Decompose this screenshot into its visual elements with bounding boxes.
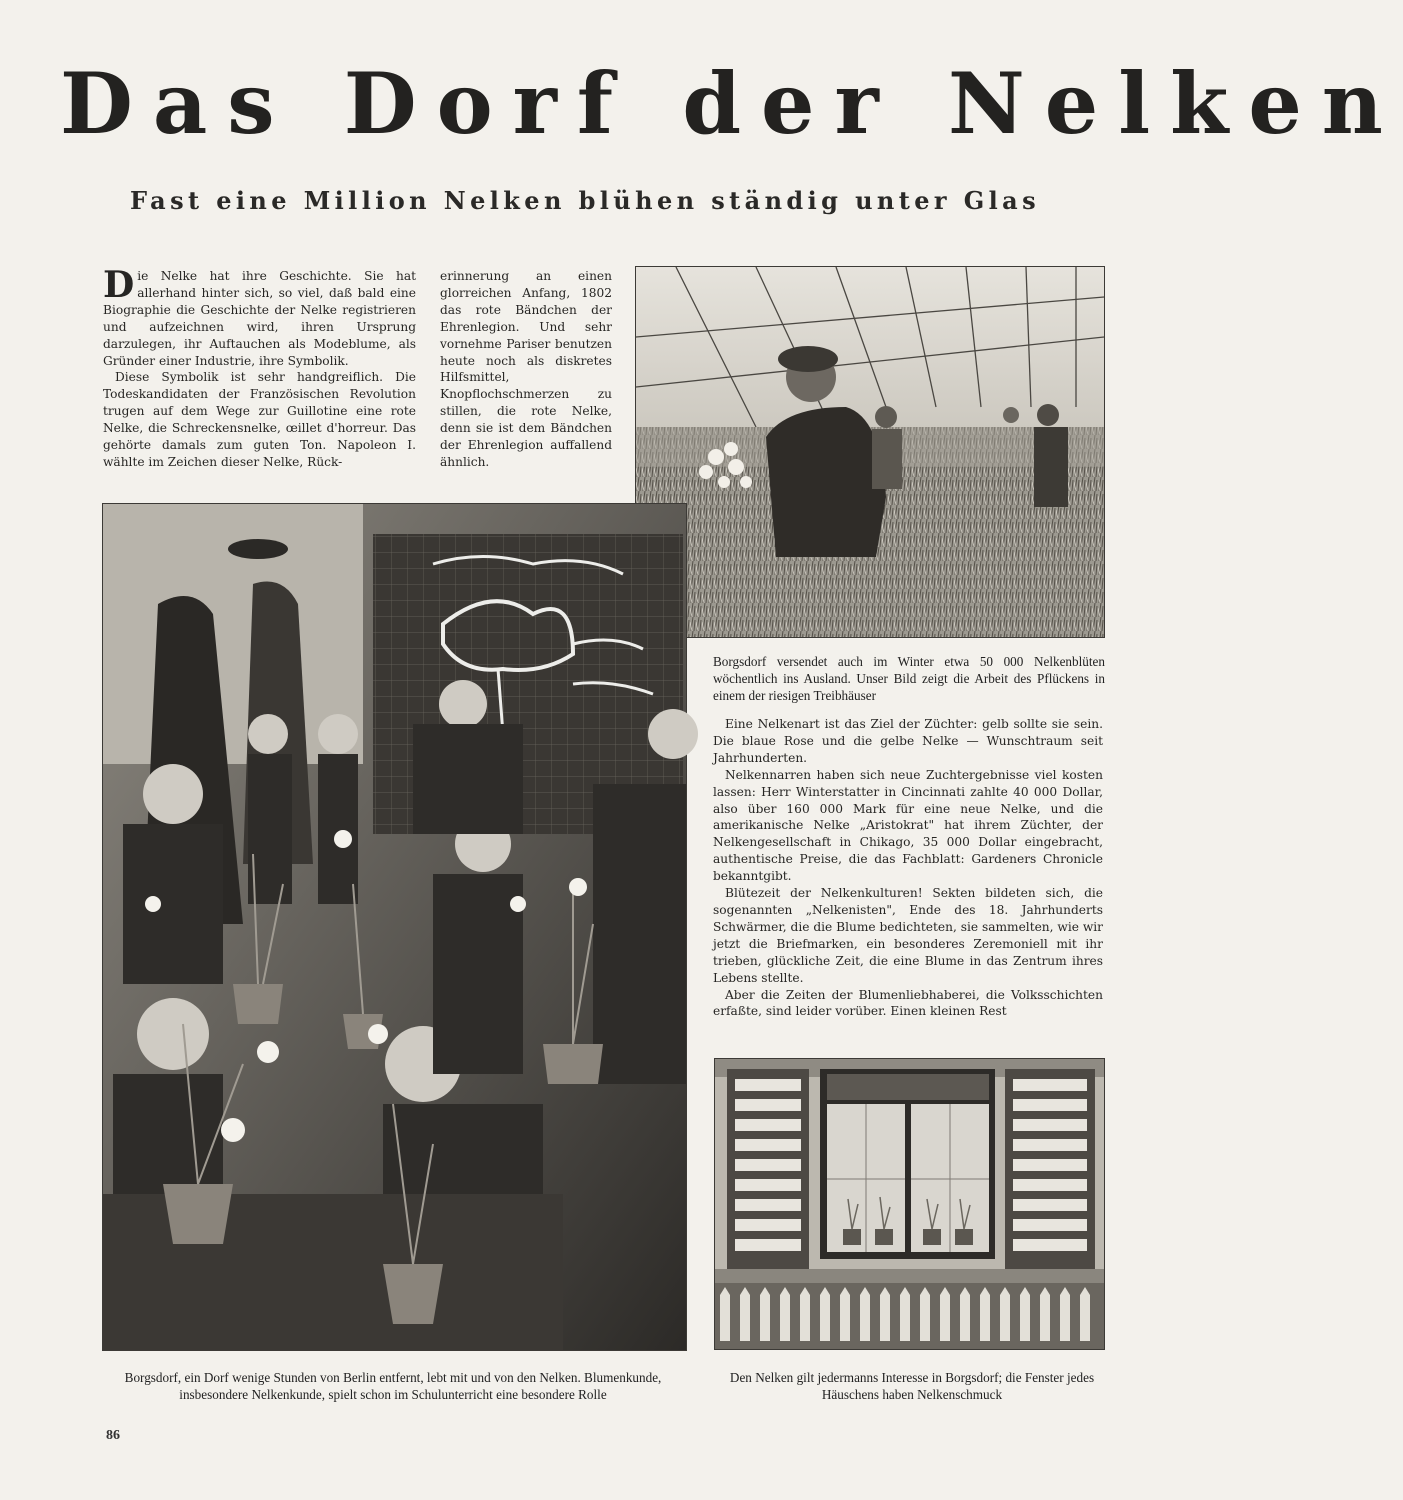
text-column-1 — [103, 264, 416, 471]
page-number: 86 — [106, 1428, 120, 1443]
greenhouse-caption: Borgsdorf versendet auch im Winter etwa 50 000 Nelkenblüten wöchentlich ins Ausland. Unser Bild zeigt die Arbeit des Pflückens in einem der riesigen Treibhäuser — [713, 654, 1105, 703]
window-photo — [714, 1058, 1105, 1350]
paragraph: Aber die Zeiten der Blumenliebhaberei, die Volksschichten erfaßte, sind leider vorüber. Einen kleinen Rest — [713, 987, 1103, 1019]
headline: Das Dorf der Nelken — [60, 54, 1403, 153]
paragraph: Nelkennarren haben sich neue Zuchtergebnisse viel kosten lassen: Herr Winterstatter in Cincinnati zahlte 40 000 Dollar, also über 160 000 Mark für eine neue Nelke, und die amerikanische Nelke „Aristokrat" hat ihrem Züchter, der Nelkengesellschaft in Chikago, 35 000 Dollar eingebracht, authentische Preise, die das Fachblatt: Gardeners Chronicle bekanntgibt. — [713, 767, 1103, 884]
drop-cap: D — [103, 264, 135, 306]
paragraph: erinnerung an einen glorreichen Anfang, 1802 das rote Bändchen der Ehrenlegion. Und sehr vornehme Pariser benutzen heute noch als diskretes Hilfsmittel, Knopflochschmerzen zu stillen, die rote Nelke, denn sie ist dem Bändchen der Ehrenlegion auffallend ähnlich. — [440, 269, 612, 469]
paragraph: Diese Symbolik ist sehr handgreiflich. Die Todeskandidaten der Französischen Revolution trugen auf dem Wege zur Guillotine eine rote Nelke, die Schreckensnelke, œillet d'horreur. Das gehörte damals zum guten Ton. Napoleon I. wählte im Zeichen dieser Nelke, Rück- — [103, 370, 416, 469]
classroom-caption: Borgsdorf, ein Dorf wenige Stunden von Berlin entfernt, lebt mit und von den Nelken. Blumenkunde, insbesondere Nelkenkunde, spielt schon im Schulunterricht eine besondere Rolle — [124, 1370, 662, 1402]
paragraph: Eine Nelkenart ist das Ziel der Züchter: gelb sollte sie sein. Die blaue Rose und die gelbe Nelke — Wunschtraum seit Jahrhunderten. — [713, 717, 1103, 765]
text-column-3 — [713, 716, 1103, 1020]
paragraph-text: ie Nelke hat ihre Geschichte. Sie hat allerhand hinter sich, so viel, daß bald eine Biographie die Geschichte der Nelke registrieren und aufzeichnen wird, ihren Ursprung darzulegen, ihr Auftauchen als Modeblume, als Gründer einer Industrie, ihre Symbolik. — [103, 269, 416, 368]
paragraph: Blütezeit der Nelkenkulturen! Sekten bildeten sich, die sogenannten „Nelkenisten", Ende des 18. Jahrhunderts Schwärmer, die die Blume bedichteten, sie sammelten, wie wir jetzt die Briefmarken, ein besonderes Zeremoniell mit ihr trieben, glückliche Zeit, die eine Blume in das Zentrum ihres Lebens stellte. — [713, 886, 1103, 985]
window-caption: Den Nelken gilt jedermanns Interesse in Borgsdorf; die Fenster jedes Häuschens haben Nelkenschmuck — [729, 1370, 1095, 1402]
classroom-photo — [102, 503, 687, 1351]
subheadline: Fast eine Million Nelken blühen ständig unter Glas — [130, 186, 1040, 215]
paragraph — [103, 264, 416, 369]
text-column-2 — [440, 268, 612, 471]
greenhouse-photo — [635, 266, 1105, 638]
